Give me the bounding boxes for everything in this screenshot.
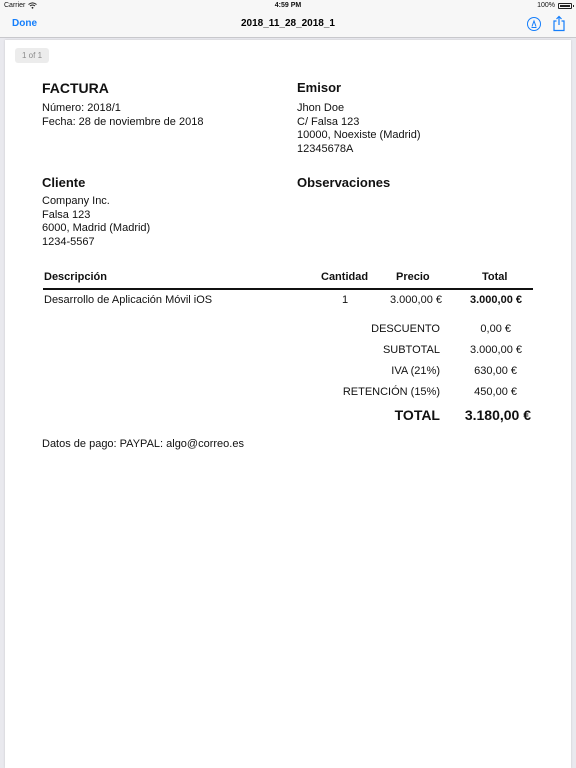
row-descripcion: Desarrollo de Aplicación Móvil iOS [44,294,213,306]
page-indicator: 1 of 1 [15,48,49,63]
invoice-title: FACTURA [42,80,109,96]
document-title: 2018_11_28_2018_1 [241,18,335,29]
cliente-heading: Cliente [42,175,86,190]
row-total: 3.000,00 € [470,294,522,306]
invoice-date: Fecha: 28 de noviembre de 2018 [42,115,204,128]
column-header-cantidad: Cantidad [321,271,369,283]
table-divider [43,288,533,290]
row-precio: 3.000,00 € [390,294,442,306]
total-label: TOTAL [394,407,440,423]
done-button[interactable]: Done [12,18,37,29]
summary-value-subtotal: 3.000,00 € [470,344,522,356]
emisor-id: 12345678A [297,142,354,155]
pdf-page[interactable] [5,40,571,768]
summary-label-retencion: RETENCIÓN (15%) [342,386,440,398]
cliente-phone: 1234-5567 [42,235,95,248]
emisor-heading: Emisor [297,80,342,95]
emisor-city: 10000, Noexiste (Madrid) [297,129,421,141]
observaciones-heading: Observaciones [297,175,391,190]
payment-details: Datos de pago: PAYPAL: algo@correo.es [42,438,244,450]
summary-value-descuento: 0,00 € [480,323,511,335]
column-header-total: Total [482,271,508,283]
emisor-name: Jhon Doe [297,102,345,114]
summary-label-iva: IVA (21%) [391,365,440,377]
emisor-address: C/ Falsa 123 [297,115,360,128]
battery-icon [558,3,572,9]
markup-icon[interactable] [527,17,541,31]
invoice-number: Número: 2018/1 [42,102,121,114]
cliente-name: Company Inc. [42,195,110,207]
column-header-descripcion: Descripción [44,271,107,283]
column-header-precio: Precio [396,271,430,283]
row-cantidad: 1 [342,294,349,306]
total-value: 3.180,00 € [464,407,531,423]
battery-group [537,2,572,9]
carrier-label: Carrier [4,2,26,9]
status-time: 4:59 PM [274,2,302,9]
navigation-bar [0,12,576,38]
share-icon[interactable] [552,15,566,32]
summary-label-subtotal: SUBTOTAL [382,344,440,356]
status-bar [0,0,576,12]
cliente-address: Falsa 123 [42,208,91,221]
cliente-city: 6000, Madrid (Madrid) [42,222,151,234]
battery-percent: 100% [537,2,555,9]
summary-value-retencion: 450,00 € [474,386,517,398]
summary-label-descuento: DESCUENTO [371,323,440,335]
summary-value-iva: 630,00 € [474,365,517,377]
